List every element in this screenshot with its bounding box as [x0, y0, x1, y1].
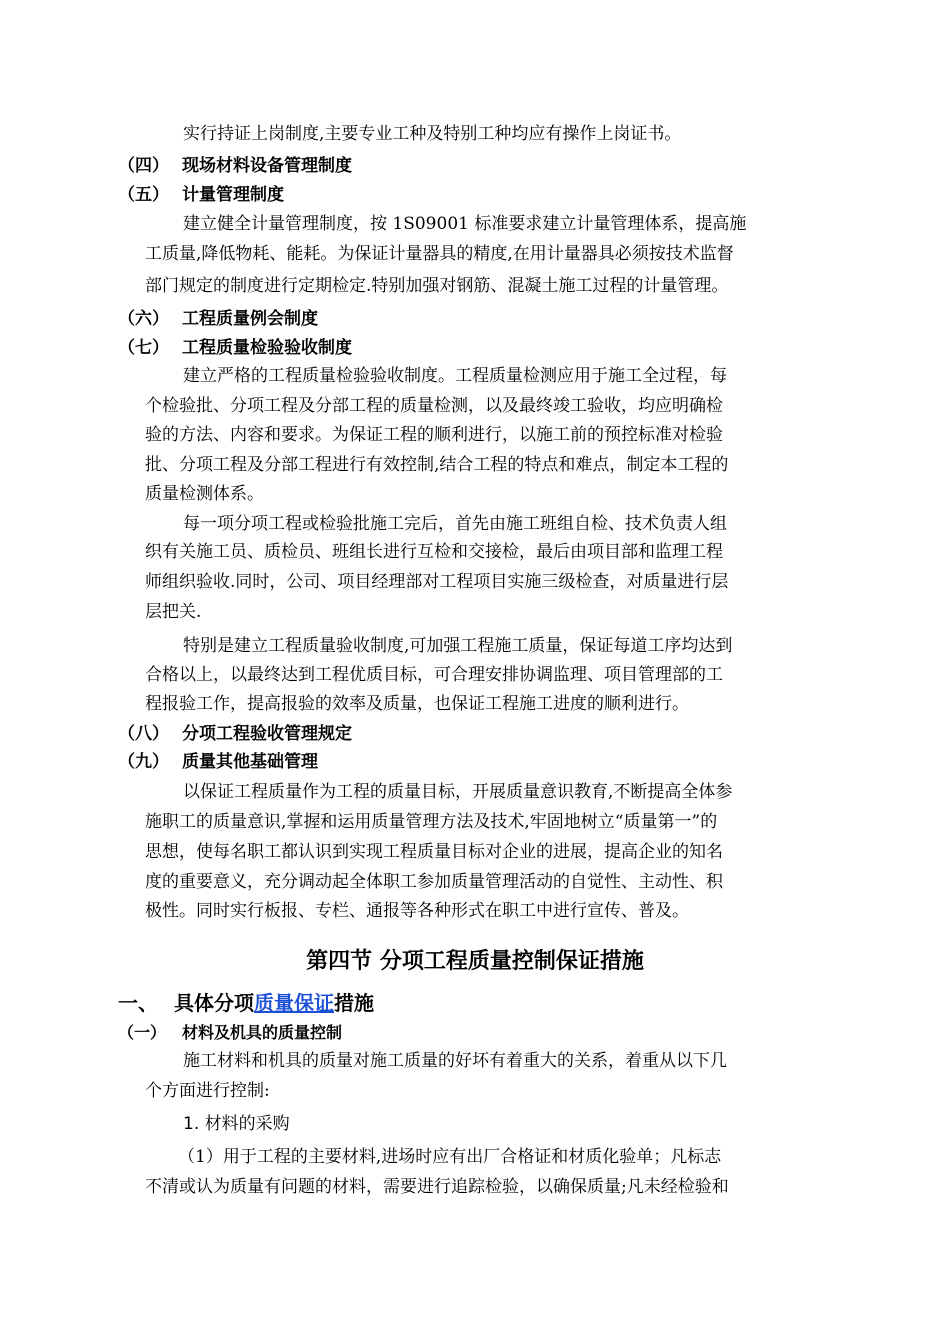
- paragraph-line: 个方面进行控制:: [145, 1081, 270, 1101]
- heading-number: （九）: [118, 752, 169, 772]
- paragraph-line: 部门规定的制度进行定期检定.特别加强对钢筋、混凝土施工过程的计量管理。: [145, 276, 729, 296]
- paragraph-line: （1）用于工程的主要材料,进场时应有出厂合格证和材质化验单；凡标志: [178, 1147, 722, 1167]
- paragraph-line: 实行持证上岗制度,主要专业工种及特别工种均应有操作上岗证书。: [183, 124, 682, 144]
- paragraph-line: 师组织验收.同时，公司、项目经理部对工程项目实施三级检查，对质量进行层: [145, 572, 729, 592]
- heading-number: （四）: [118, 156, 169, 176]
- paragraph-line: 批、分项工程及分部工程进行有效控制,结合工程的特点和难点，制定本工程的: [145, 455, 729, 475]
- heading-text-post: 措施: [334, 991, 374, 1015]
- subheading-1: [118, 1020, 342, 1046]
- heading-4: [118, 153, 352, 179]
- heading-text: 工程质量检验验收制度: [182, 338, 352, 358]
- paragraph-line: 层把关.: [145, 602, 202, 622]
- heading-text: 分项工程验收管理规定: [182, 724, 352, 744]
- paragraph-line: 验的方法、内容和要求。为保证工程的顺利进行，以施工前的预控标准对检验: [145, 425, 723, 445]
- section-title: 第四节 分项工程质量控制保证措施: [306, 949, 644, 974]
- paragraph-line: 特别是建立工程质量验收制度,可加强工程施工质量，保证每道工序均达到: [183, 636, 733, 656]
- paragraph-line: 程报验工作，提高报验的效率及质量，也保证工程施工进度的顺利进行。: [145, 694, 689, 714]
- heading-text: 材料及机具的质量控制: [182, 1023, 343, 1042]
- heading-number: （一）: [118, 1023, 167, 1042]
- heading-number: （五）: [118, 185, 169, 205]
- heading-number: （七）: [118, 338, 169, 358]
- heading-number: 一、: [118, 991, 158, 1015]
- paragraph-line: 思想，使每名职工都认识到实现工程质量目标对企业的进展，提高企业的知名: [145, 842, 723, 862]
- heading-9: [118, 749, 318, 775]
- list-item-heading: 1. 材料的采购: [183, 1114, 290, 1134]
- paragraph-line: 工质量,降低物耗、能耗。为保证计量器具的精度,在用计量器具必须按技术监督: [145, 244, 734, 264]
- quality-assurance-link[interactable]: 质量保证: [254, 991, 334, 1015]
- heading-text: 现场材料设备管理制度: [182, 156, 352, 176]
- heading-level1: [118, 987, 374, 1016]
- paragraph-line: 建立严格的工程质量检验验收制度。工程质量检测应用于施工全过程，每: [183, 366, 727, 386]
- paragraph-line: 以保证工程质量作为工程的质量目标，开展质量意识教育,不断提高全体参: [183, 782, 733, 802]
- paragraph-line: 每一项分项工程或检验批施工完后，首先由施工班组自检、技术负责人组: [183, 514, 727, 534]
- paragraph-line: 建立健全计量管理制度，按 1S09001 标准要求建立计量管理体系，提高施: [183, 214, 747, 234]
- paragraph-line: 合格以上，以最终达到工程优质目标，可合理安排协调监理、项目管理部的工: [145, 665, 723, 685]
- paragraph-line: 织有关施工员、质检员、班组长进行互检和交接检，最后由项目部和监理工程: [145, 542, 723, 562]
- paragraph-line: 个检验批、分项工程及分部工程的质量检测，以及最终竣工验收，均应明确检: [145, 396, 723, 416]
- heading-text: 工程质量例会制度: [182, 309, 318, 329]
- paragraph-line: 施工材料和机具的质量对施工质量的好坏有着重大的关系，着重从以下几: [183, 1051, 727, 1071]
- heading-5: [118, 182, 284, 208]
- paragraph-line: 极性。同时实行板报、专栏、通报等各种形式在职工中进行宣传、普及。: [145, 901, 689, 921]
- heading-6: [118, 306, 318, 332]
- heading-number: （八）: [118, 724, 169, 744]
- paragraph-line: 质量检测体系。: [145, 484, 264, 504]
- paragraph-line: 度的重要意义，充分调动起全体职工参加质量管理活动的自觉性、主动性、积: [145, 872, 723, 892]
- paragraph-line: 不清或认为质量有问题的材料，需要进行追踪检验，以确保质量;凡未经检验和: [145, 1177, 729, 1197]
- heading-text: 质量其他基础管理: [182, 752, 318, 772]
- paragraph-line: 施职工的质量意识,掌握和运用质量管理方法及技术,牢固地树立“质量第一”的: [145, 812, 718, 832]
- heading-7: [118, 335, 352, 361]
- heading-8: [118, 721, 352, 747]
- heading-text-pre: 具体分项: [174, 991, 254, 1015]
- heading-number: （六）: [118, 309, 169, 329]
- heading-text: 计量管理制度: [182, 185, 284, 205]
